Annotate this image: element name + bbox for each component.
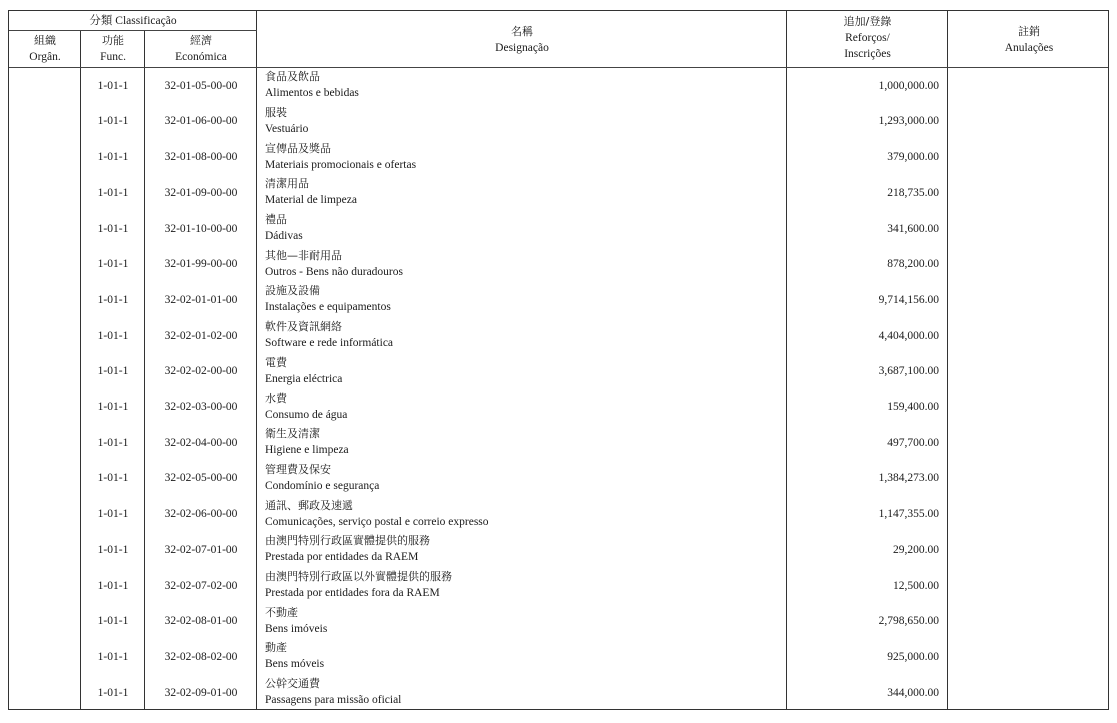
designation-cell xyxy=(265,675,785,711)
designation-label-zh: 名稱 xyxy=(511,25,533,38)
reforco-amount-cell: 218,735.00 xyxy=(887,186,939,199)
organ-cell xyxy=(9,639,81,675)
table-row xyxy=(9,104,1110,140)
organ-cell xyxy=(9,211,81,247)
designation-pt: Energia eléctrica xyxy=(265,372,343,385)
organ-cell xyxy=(9,175,81,211)
table-row xyxy=(9,461,1110,497)
reforco-amount-cell: 1,384,273.00 xyxy=(878,472,939,485)
organ-cell xyxy=(9,532,81,568)
anulacao-cell xyxy=(948,247,1108,283)
func-code-cell: 1-01-1 xyxy=(97,222,129,235)
designation-zh: 通訊、郵政及速遞 xyxy=(265,498,353,512)
func-code-cell: 1-01-1 xyxy=(97,650,129,663)
anulacao-cell xyxy=(948,282,1108,318)
func-code-cell: 1-01-1 xyxy=(97,258,129,271)
table-row xyxy=(9,282,1110,318)
anulacoes-label-zh: 註銷 xyxy=(1018,25,1040,38)
func-code-cell: 1-01-1 xyxy=(97,615,129,628)
anulacao-cell xyxy=(948,532,1108,568)
designation-pt: Vestuário xyxy=(265,122,309,135)
table-row xyxy=(9,68,1110,104)
econ-code-cell: 32-01-10-00-00 xyxy=(164,222,238,235)
designation-cell xyxy=(265,568,785,604)
designation-cell xyxy=(265,532,785,568)
anulacao-cell xyxy=(948,461,1108,497)
organ-cell xyxy=(9,354,81,390)
anulacao-cell xyxy=(948,139,1108,175)
func-code-cell: 1-01-1 xyxy=(97,686,129,699)
designation-cell xyxy=(265,211,785,247)
econ-code-cell: 32-02-09-01-00 xyxy=(164,686,238,699)
func-code-cell: 1-01-1 xyxy=(97,329,129,342)
econ-code-cell: 32-02-05-00-00 xyxy=(164,472,238,485)
func-code-cell: 1-01-1 xyxy=(97,186,129,199)
reforco-amount-cell: 9,714,156.00 xyxy=(878,293,939,306)
anulacao-cell xyxy=(948,318,1108,354)
classification-subheader-line xyxy=(9,30,257,31)
organ-cell xyxy=(9,104,81,140)
econ-code-cell: 32-01-09-00-00 xyxy=(164,186,238,199)
anulacao-cell xyxy=(948,175,1108,211)
header-econ xyxy=(145,33,257,65)
designation-pt: Higiene e limpeza xyxy=(265,444,349,457)
econ-code-cell: 32-01-06-00-00 xyxy=(164,115,238,128)
table-row xyxy=(9,675,1110,711)
designation-pt: Materiais promocionais e ofertas xyxy=(265,158,417,171)
designation-pt: Consumo de água xyxy=(265,408,348,421)
anulacao-cell xyxy=(948,675,1108,711)
designation-cell xyxy=(265,247,785,283)
organ-cell xyxy=(9,68,81,104)
designation-zh: 設施及設備 xyxy=(265,284,320,298)
reforco-amount-cell: 344,000.00 xyxy=(887,686,939,699)
reforco-amount-cell: 878,200.00 xyxy=(887,258,939,271)
designation-cell xyxy=(265,604,785,640)
organ-cell xyxy=(9,425,81,461)
designation-cell xyxy=(265,282,785,318)
anulacao-cell xyxy=(948,68,1108,104)
designation-zh: 由澳門特別行政區實體提供的服務 xyxy=(265,534,430,548)
organ-cell xyxy=(9,282,81,318)
designation-pt: Material de limpeza xyxy=(265,194,357,207)
budget-table xyxy=(8,10,1109,710)
econ-code-cell: 32-02-07-01-00 xyxy=(164,543,238,556)
designation-zh: 動產 xyxy=(265,641,287,655)
func-code-cell: 1-01-1 xyxy=(97,472,129,485)
designation-zh: 軟件及資訊網絡 xyxy=(265,320,342,334)
anulacao-cell xyxy=(948,211,1108,247)
econ-code-cell: 32-02-06-00-00 xyxy=(164,508,238,521)
table-row xyxy=(9,175,1110,211)
organ-cell xyxy=(9,568,81,604)
func-code-cell: 1-01-1 xyxy=(97,365,129,378)
designation-cell xyxy=(265,354,785,390)
econ-code-cell: 32-02-07-02-00 xyxy=(164,579,238,592)
reforcos-label-pt1: Reforços/ xyxy=(845,32,890,44)
reforco-amount-cell: 4,404,000.00 xyxy=(878,329,939,342)
reforco-amount-cell: 2,798,650.00 xyxy=(878,615,939,628)
econ-code-cell: 32-02-01-02-00 xyxy=(164,329,238,342)
designation-pt: Passagens para missão oficial xyxy=(265,694,402,707)
designation-zh: 服裝 xyxy=(265,105,287,119)
designation-cell xyxy=(265,425,785,461)
table-row xyxy=(9,247,1110,283)
header-designation xyxy=(257,24,787,56)
table-row xyxy=(9,568,1110,604)
designation-label-pt: Designação xyxy=(495,42,549,54)
table-row xyxy=(9,318,1110,354)
table-row xyxy=(9,604,1110,640)
reforco-amount-cell: 497,700.00 xyxy=(887,436,939,449)
func-code-cell: 1-01-1 xyxy=(97,436,129,449)
reforco-amount-cell: 341,600.00 xyxy=(887,222,939,235)
designation-pt: Software e rede informática xyxy=(265,337,394,350)
designation-zh: 食品及飲品 xyxy=(265,70,320,84)
header-reforcos xyxy=(787,14,948,62)
designation-pt: Comunicações, serviço postal e correio expresso xyxy=(265,515,489,528)
table-row xyxy=(9,139,1110,175)
econ-code-cell: 32-02-08-02-00 xyxy=(164,650,238,663)
organ-cell xyxy=(9,389,81,425)
designation-zh: 衛生及清潔 xyxy=(265,427,320,441)
designation-zh: 宣傳品及獎品 xyxy=(265,141,331,155)
table-row xyxy=(9,532,1110,568)
organ-cell xyxy=(9,247,81,283)
header-func xyxy=(81,33,145,65)
reforco-amount-cell: 1,293,000.00 xyxy=(878,115,939,128)
organ-cell xyxy=(9,139,81,175)
header-classification xyxy=(9,13,257,29)
func-code-cell: 1-01-1 xyxy=(97,79,129,92)
table-row xyxy=(9,496,1110,532)
reforco-amount-cell: 3,687,100.00 xyxy=(878,365,939,378)
anulacao-cell xyxy=(948,425,1108,461)
designation-pt: Prestada por entidades da RAEM xyxy=(265,551,419,564)
reforco-amount-cell: 159,400.00 xyxy=(887,401,939,414)
econ-label-pt: Económica xyxy=(175,51,227,63)
anulacao-cell xyxy=(948,604,1108,640)
func-code-cell: 1-01-1 xyxy=(97,151,129,164)
designation-pt: Instalações e equipamentos xyxy=(265,301,391,314)
econ-code-cell: 32-02-04-00-00 xyxy=(164,436,238,449)
func-code-cell: 1-01-1 xyxy=(97,293,129,306)
table-row xyxy=(9,354,1110,390)
designation-zh: 管理費及保安 xyxy=(265,462,331,476)
designation-pt: Prestada por entidades fora da RAEM xyxy=(265,587,440,600)
func-code-cell: 1-01-1 xyxy=(97,543,129,556)
func-code-cell: 1-01-1 xyxy=(97,579,129,592)
anulacao-cell xyxy=(948,639,1108,675)
table-row xyxy=(9,389,1110,425)
designation-zh: 水費 xyxy=(265,391,287,405)
designation-zh: 公幹交通費 xyxy=(265,677,320,691)
designation-cell xyxy=(265,104,785,140)
organ-cell xyxy=(9,318,81,354)
header-organ xyxy=(9,33,81,65)
anulacoes-label-pt: Anulações xyxy=(1004,42,1054,54)
econ-code-cell: 32-02-03-00-00 xyxy=(164,401,238,414)
organ-cell xyxy=(9,461,81,497)
header-anulacoes xyxy=(948,24,1110,56)
designation-zh: 由澳門特別行政區以外實體提供的服務 xyxy=(265,570,452,584)
designation-cell xyxy=(265,639,785,675)
designation-pt: Alimentos e bebidas xyxy=(265,87,359,100)
econ-code-cell: 32-02-08-01-00 xyxy=(164,615,238,628)
econ-code-cell: 32-01-05-00-00 xyxy=(164,79,238,92)
organ-cell xyxy=(9,604,81,640)
table-row xyxy=(9,211,1110,247)
func-label-zh: 功能 xyxy=(102,34,124,47)
econ-code-cell: 32-02-01-01-00 xyxy=(164,293,238,306)
reforcos-label-zh: 追加/登錄 xyxy=(843,15,892,28)
designation-pt: Condomínio e segurança xyxy=(265,479,380,492)
reforcos-label-pt2: Inscrições xyxy=(844,48,891,60)
organ-cell xyxy=(9,675,81,711)
func-code-cell: 1-01-1 xyxy=(97,508,129,521)
reforco-amount-cell: 12,500.00 xyxy=(893,579,939,592)
econ-code-cell: 32-01-99-00-00 xyxy=(164,258,238,271)
organ-label-zh: 組織 xyxy=(34,34,56,47)
designation-pt: Dádivas xyxy=(265,230,303,243)
designation-pt: Bens móveis xyxy=(265,658,325,671)
designation-zh: 禮品 xyxy=(265,213,287,227)
reforco-amount-cell: 925,000.00 xyxy=(887,650,939,663)
designation-cell xyxy=(265,496,785,532)
reforco-amount-cell: 1,000,000.00 xyxy=(878,79,939,92)
anulacao-cell xyxy=(948,496,1108,532)
anulacao-cell xyxy=(948,354,1108,390)
econ-code-cell: 32-01-08-00-00 xyxy=(164,151,238,164)
designation-cell xyxy=(265,318,785,354)
designation-zh: 不動產 xyxy=(265,605,298,619)
func-label-pt: Func. xyxy=(100,51,126,63)
classification-label: 分類 Classificação xyxy=(89,15,177,27)
anulacao-cell xyxy=(948,389,1108,425)
designation-pt: Outros - Bens não duradouros xyxy=(265,265,403,278)
reforco-amount-cell: 379,000.00 xyxy=(887,151,939,164)
table-row xyxy=(9,425,1110,461)
reforco-amount-cell: 29,200.00 xyxy=(893,543,939,556)
designation-cell xyxy=(265,175,785,211)
designation-zh: 清潔用品 xyxy=(265,177,309,191)
econ-label-zh: 經濟 xyxy=(190,34,212,47)
designation-cell xyxy=(265,139,785,175)
organ-cell xyxy=(9,496,81,532)
reforco-amount-cell: 1,147,355.00 xyxy=(878,508,939,521)
designation-cell xyxy=(265,68,785,104)
table-row xyxy=(9,639,1110,675)
organ-label-pt: Orgân. xyxy=(29,51,61,63)
anulacao-cell xyxy=(948,104,1108,140)
func-code-cell: 1-01-1 xyxy=(97,401,129,414)
designation-zh: 電費 xyxy=(265,355,287,369)
designation-pt: Bens imóveis xyxy=(265,622,328,635)
designation-cell xyxy=(265,461,785,497)
econ-code-cell: 32-02-02-00-00 xyxy=(164,365,238,378)
func-code-cell: 1-01-1 xyxy=(97,115,129,128)
anulacao-cell xyxy=(948,568,1108,604)
designation-zh: 其他—非耐用品 xyxy=(265,248,342,262)
designation-cell xyxy=(265,389,785,425)
